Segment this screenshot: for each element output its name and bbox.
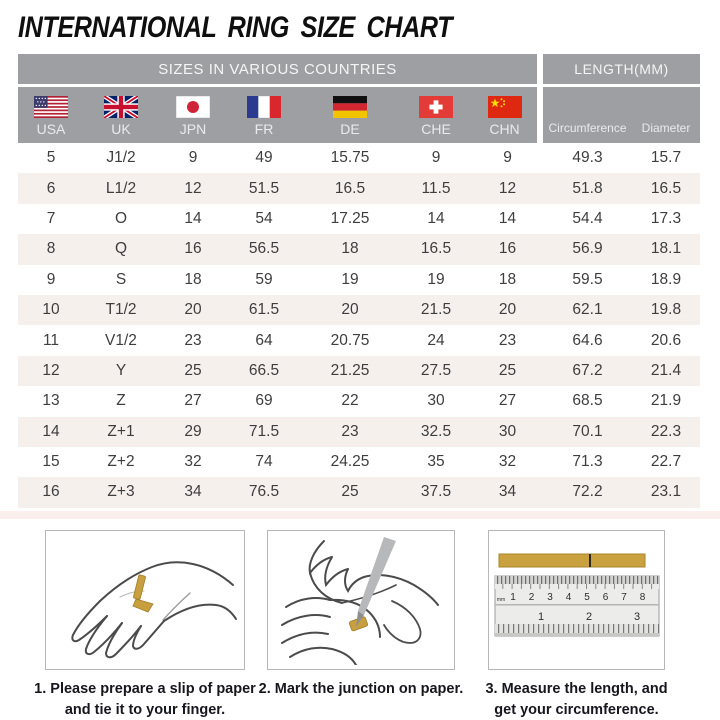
column-label-chn: CHN — [489, 121, 520, 137]
cell-usa: 9 — [46, 270, 56, 288]
table-row — [18, 356, 700, 386]
cell-che: 16.5 — [420, 240, 452, 258]
uk-flag-icon — [104, 96, 138, 118]
cell-jpn: 20 — [184, 301, 202, 319]
step-1-caption-line-1: 1. Please prepare a slip of paper — [34, 680, 256, 697]
column-label-jpn: JPN — [179, 121, 207, 137]
svg-text:3: 3 — [633, 610, 640, 623]
cell-circumference: 72.2 — [572, 483, 603, 501]
step-1-caption-line-2: and tie it to your finger. — [64, 701, 226, 718]
cell-de: 15.75 — [330, 149, 370, 167]
cell-che: 19 — [427, 270, 445, 288]
column-fr — [228, 87, 300, 143]
cell-diameter: 21.4 — [650, 361, 682, 379]
cell-de: 16.5 — [334, 179, 366, 197]
cell-chn: 34 — [498, 483, 517, 501]
cell-circumference: 70.1 — [572, 422, 603, 440]
cell-diameter: 23.1 — [650, 483, 682, 501]
cell-fr: 59 — [255, 270, 273, 288]
cell-diameter: 15.7 — [650, 149, 682, 167]
table-row — [18, 417, 700, 447]
cell-usa: 5 — [46, 149, 56, 167]
cell-che: 32.5 — [420, 422, 452, 440]
cell-fr: 69 — [255, 392, 273, 410]
table-row — [18, 173, 700, 203]
column-jpn — [158, 87, 228, 143]
cell-chn: 14 — [498, 209, 517, 227]
cell-uk: S — [115, 270, 127, 288]
cell-usa: 8 — [46, 240, 56, 258]
japan-flag-icon — [176, 96, 210, 118]
cell-diameter: 18.9 — [650, 270, 682, 288]
cell-usa: 12 — [42, 361, 60, 379]
sizes-group-header: SIZES IN VARIOUS COUNTRIES — [18, 54, 537, 84]
cell-fr: 61.5 — [248, 301, 280, 319]
cell-fr: 71.5 — [248, 422, 280, 440]
length-group-header: LENGTH(MM) — [543, 54, 700, 84]
svg-text:8: 8 — [639, 591, 645, 603]
country-columns — [18, 87, 537, 143]
step-3 — [485, 530, 668, 720]
cell-diameter: 22.7 — [650, 453, 682, 471]
cell-chn: 27 — [498, 392, 517, 410]
cell-usa: 16 — [42, 483, 60, 501]
cell-uk: O — [114, 209, 128, 227]
cell-de: 20.75 — [330, 331, 370, 349]
cell-de: 18 — [341, 240, 359, 258]
cell-circumference: 51.8 — [572, 179, 603, 197]
cell-diameter: 18.1 — [650, 240, 682, 258]
cell-uk: Y — [115, 361, 127, 379]
cell-uk: Z+1 — [107, 422, 135, 440]
cell-usa: 15 — [42, 453, 60, 471]
cell-che: 11.5 — [421, 179, 451, 197]
cell-uk: Z+3 — [107, 483, 135, 501]
page-title: INTERNATIONAL RING SIZE CHART — [18, 11, 453, 44]
hand-paper-strip-illustration — [50, 535, 240, 665]
cell-fr: 66.5 — [248, 361, 280, 379]
cell-diameter: 16.5 — [650, 179, 682, 197]
svg-text:1: 1 — [509, 591, 516, 603]
svg-text:7: 7 — [620, 591, 627, 603]
cell-jpn: 25 — [184, 361, 202, 379]
cell-chn: 16 — [498, 240, 517, 258]
column-label-uk: UK — [111, 121, 131, 137]
paper-strip — [499, 554, 645, 567]
table-row — [18, 204, 700, 234]
cell-che: 24 — [427, 331, 445, 349]
column-usa — [18, 87, 84, 143]
section-divider — [0, 511, 720, 519]
cell-che: 35 — [427, 453, 445, 471]
cell-jpn: 34 — [184, 483, 202, 501]
cell-usa: 11 — [42, 331, 60, 349]
cell-de: 19 — [341, 270, 359, 288]
length-columns — [543, 87, 700, 143]
column-label-circumference: Circumference — [548, 121, 627, 135]
table-row — [18, 477, 700, 507]
svg-text:2: 2 — [528, 591, 534, 603]
column-chn — [472, 87, 537, 143]
ruler-unit-label: mm — [496, 596, 505, 603]
cell-circumference: 68.5 — [572, 392, 603, 410]
step-3-image-box — [488, 530, 665, 670]
cell-circumference: 59.5 — [572, 270, 603, 288]
svg-text:5: 5 — [583, 591, 590, 603]
cell-diameter: 17.3 — [650, 209, 682, 227]
cell-fr: 74 — [255, 453, 273, 471]
cell-chn: 32 — [498, 453, 517, 471]
cell-jpn: 14 — [184, 209, 202, 227]
cell-uk: V1/2 — [105, 331, 137, 349]
cell-circumference: 64.6 — [572, 331, 603, 349]
cell-usa: 14 — [42, 422, 60, 440]
france-flag-icon — [247, 96, 281, 118]
table-group-headers — [18, 54, 700, 84]
cell-chn: 18 — [498, 270, 517, 288]
ruler-measure-illustration — [493, 540, 661, 660]
table-row — [18, 295, 700, 325]
column-de — [300, 87, 400, 143]
cell-jpn: 32 — [184, 453, 202, 471]
svg-text:3: 3 — [546, 591, 553, 603]
cell-fr: 76.5 — [248, 483, 280, 501]
cell-uk: Z+2 — [107, 453, 135, 471]
cell-circumference: 56.9 — [572, 240, 603, 258]
cell-jpn: 27 — [184, 392, 202, 410]
column-label-diameter: Diameter — [641, 121, 691, 135]
cell-chn: 9 — [503, 149, 512, 167]
ring-size-table — [18, 54, 700, 508]
cell-che: 9 — [431, 149, 441, 167]
cell-usa: 6 — [46, 179, 56, 197]
table-row — [18, 234, 700, 264]
cell-fr: 51.5 — [248, 179, 280, 197]
svg-text:1: 1 — [537, 610, 544, 623]
cell-de: 21.25 — [330, 361, 370, 379]
cell-diameter: 21.9 — [650, 392, 682, 410]
cell-diameter: 20.6 — [650, 331, 682, 349]
cell-de: 25 — [341, 483, 359, 501]
cell-chn: 30 — [498, 422, 517, 440]
cell-jpn: 16 — [184, 240, 202, 258]
cell-fr: 56.5 — [248, 240, 280, 258]
table-column-headers — [18, 87, 700, 143]
step-1-image-box — [45, 530, 245, 670]
cell-uk: L1/2 — [105, 179, 137, 197]
cell-jpn: 29 — [184, 422, 202, 440]
cell-chn: 25 — [498, 361, 517, 379]
cell-usa: 10 — [42, 301, 60, 319]
measuring-steps — [0, 530, 720, 720]
cell-circumference: 54.4 — [572, 209, 603, 227]
cell-che: 14 — [427, 209, 445, 227]
cell-de: 22 — [341, 392, 359, 410]
cell-jpn: 18 — [184, 270, 202, 288]
cell-fr: 54 — [255, 209, 273, 227]
germany-flag-icon — [333, 96, 367, 118]
svg-text:6: 6 — [602, 591, 608, 603]
china-flag-icon — [488, 96, 522, 118]
table-row — [18, 325, 700, 355]
column-label-de: DE — [340, 121, 360, 137]
us-flag-icon — [34, 96, 68, 118]
cell-chn: 12 — [498, 179, 517, 197]
table-body — [18, 143, 700, 508]
step-2-caption — [236, 679, 486, 700]
cell-uk: Z — [116, 392, 126, 410]
column-che — [400, 87, 472, 143]
cell-de: 24.25 — [330, 453, 370, 471]
svg-text:4: 4 — [565, 591, 571, 603]
table-row — [18, 265, 700, 295]
cell-che: 27.5 — [420, 361, 452, 379]
step-3-caption-line-1: 3. Measure the length, and — [485, 680, 668, 697]
cell-circumference: 49.3 — [572, 149, 603, 167]
cell-jpn: 12 — [184, 179, 202, 197]
cell-che: 37.5 — [420, 483, 452, 501]
cell-che: 30 — [427, 392, 445, 410]
cell-usa: 7 — [46, 209, 56, 227]
svg-text:2: 2 — [585, 610, 592, 623]
switzerland-flag-icon — [419, 96, 453, 118]
cell-diameter: 19.8 — [650, 301, 682, 319]
mark-junction-illustration — [272, 535, 450, 665]
cell-de: 20 — [341, 301, 359, 319]
cell-jpn: 23 — [184, 331, 202, 349]
cell-uk: J1/2 — [106, 149, 136, 167]
cell-chn: 20 — [498, 301, 517, 319]
step-2-image-box — [267, 530, 455, 670]
cell-de: 23 — [341, 422, 359, 440]
cell-che: 21.5 — [420, 301, 452, 319]
cell-circumference: 67.2 — [572, 361, 603, 379]
table-row — [18, 447, 700, 477]
cell-chn: 23 — [498, 331, 517, 349]
step-2-caption-line-1: 2. Mark the junction on paper. — [258, 680, 464, 697]
column-uk — [84, 87, 158, 143]
cell-de: 17.25 — [330, 209, 370, 227]
column-label-che: CHE — [421, 121, 451, 137]
cell-uk: T1/2 — [105, 301, 137, 319]
cell-fr: 49 — [255, 149, 273, 167]
cell-jpn: 9 — [188, 149, 198, 167]
step-1 — [34, 530, 256, 720]
table-row — [18, 386, 700, 416]
step-3-caption — [469, 679, 684, 720]
column-label-usa: USA — [36, 121, 66, 137]
column-label-fr: FR — [254, 121, 274, 137]
table-row — [18, 143, 700, 173]
step-2 — [258, 530, 464, 720]
cell-circumference: 62.1 — [572, 301, 603, 319]
cell-diameter: 22.3 — [650, 422, 682, 440]
cell-uk: Q — [114, 240, 128, 258]
cell-fr: 64 — [255, 331, 273, 349]
cell-usa: 13 — [42, 392, 60, 410]
step-3-caption-line-2: get your circumference. — [494, 701, 659, 718]
cell-circumference: 71.3 — [572, 453, 603, 471]
